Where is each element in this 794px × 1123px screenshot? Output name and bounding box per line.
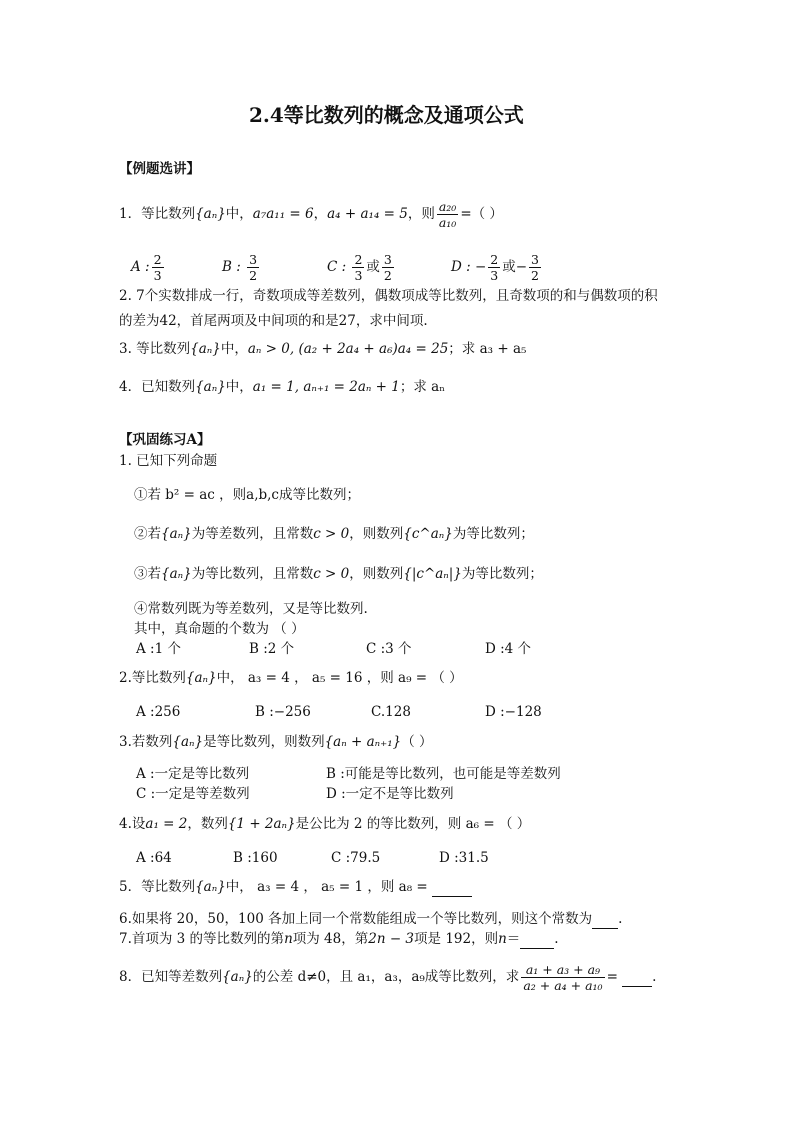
practice-1-statement-4: ④常数列既为等差数列，又是等比数列. — [134, 601, 368, 617]
question-3: 3. 等比数列{aₙ}中，aₙ > 0, (a₂ + 2a₄ + a₆)a₄ = 25；求 a₃ + a₅ — [119, 341, 527, 357]
p2-option-b: B :−256 — [255, 704, 311, 720]
p3-option-c: C :一定是等差数列 — [136, 786, 250, 802]
p3-option-d: D :一定不是等比数列 — [326, 786, 454, 802]
practice-7: 7.首项为 3 的等比数列的第n项为 48，第2n − 3项是 192，则n＝ . — [119, 931, 559, 947]
question-1: 1．等比数列{aₙ}中，a₇a₁₁ = 6，a₄ + a₁₄ = 5，则 $\frac{\text{a₂₀}}{\text{a₁₀}}$ =（ ） — [119, 199, 503, 230]
question-2-line-2: 的差为42，首尾两项及中间项的和是27，求中间项. — [119, 313, 428, 329]
q1-option-d: D : − $\frac{2}{3}$ 或− $\frac{3}{2}$ — [451, 252, 539, 283]
practice-1-ask: 其中，真命题的个数为 （ ） — [134, 621, 305, 637]
p1-option-d: D :4 个 — [485, 641, 532, 657]
question-2-line-1: 2. 7个实数排成一行，奇数项成等差数列，偶数项成等比数列，且奇数项的和与偶数项的积 — [119, 288, 658, 304]
p3-option-b: B :可能是等比数列，也可能是等差数列 — [326, 766, 561, 782]
p4-option-d: D :31.5 — [439, 850, 489, 866]
practice-8: 8．已知等差数列{aₙ}的公差 d≠0，且 a₁，a₃，a₉成等比数列，求 $\frac{\text{a₁ + a₃ + a₉}}{\text{a₂ + a₄ + a₁₀}}$ = . — [119, 962, 657, 993]
p2-option-a: A :256 — [136, 704, 181, 720]
answer-blank[interactable] — [432, 878, 472, 897]
p3-option-a: A :一定是等比数列 — [136, 766, 250, 782]
q1-option-c: C : $\frac{2}{3}$ 或 $\frac{3}{2}$ — [327, 252, 392, 283]
answer-blank[interactable] — [520, 930, 554, 949]
practice-1-head: 1. 已知下列命题 — [119, 453, 218, 469]
practice-4: 4.设a₁ = 2，数列{1 + 2aₙ}是公比为 2 的等比数列，则 a₆ = （ ） — [119, 816, 531, 832]
fraction: $\frac{\text{a₂₀}}{\text{a₁₀}}$ — [438, 199, 457, 230]
p4-option-c: C :79.5 — [331, 850, 381, 866]
section-practice-a: 【巩固练习A】 — [119, 432, 211, 448]
practice-1-statement-3: ③若{aₙ}为等比数列，且常数c > 0，则数列{|c^aₙ|}为等比数列； — [134, 566, 543, 582]
question-4: 4．已知数列{aₙ}中，a₁ = 1, aₙ₊₁ = 2aₙ + 1；求 aₙ — [119, 379, 446, 395]
q1-option-a: A : $\frac{2}{3}$ — [131, 252, 162, 283]
p4-option-b: B :160 — [233, 850, 278, 866]
p2-option-d: D :−128 — [485, 704, 542, 720]
practice-1-statement-2: ②若{aₙ}为等差数列，且常数c > 0，则数列{c^aₙ}为等比数列； — [134, 526, 534, 542]
practice-3: 3.若数列{aₙ}是等比数列，则数列{aₙ + aₙ₊₁}（ ） — [119, 734, 433, 750]
p4-option-a: A :64 — [136, 850, 172, 866]
p2-option-c: C.128 — [371, 704, 411, 720]
p1-option-c: C :3 个 — [366, 641, 412, 657]
practice-5: 5．等比数列{aₙ}中， a₃ = 4 ， a₅ = 1 ，则 a₈ = — [119, 878, 472, 897]
fraction: $\frac{\text{a₁ + a₃ + a₉}}{\text{a₂ + a₄ + a₁₀}}$ — [523, 962, 603, 993]
practice-6: 6.如果将 20，50，100 各加上同一个常数能组成一个等比数列，则这个常数为 . — [119, 911, 623, 927]
practice-2: 2.等比数列{aₙ}中， a₃ = 4 ， a₅ = 16 ，则 a₉ = （ ） — [119, 670, 463, 686]
section-examples: 【例题选讲】 — [119, 161, 200, 177]
p1-option-a: A :1 个 — [136, 641, 181, 657]
q1-option-b: B : $\frac{3}{2}$ — [222, 252, 258, 283]
answer-blank[interactable] — [622, 968, 652, 987]
answer-blank[interactable] — [592, 910, 618, 929]
p1-option-b: B :2 个 — [249, 641, 295, 657]
page-title: 2.4等比数列的概念及通项公式 — [249, 103, 524, 127]
practice-1-statement-1: ①若 b² = ac ，则a,b,c成等比数列； — [134, 487, 360, 503]
